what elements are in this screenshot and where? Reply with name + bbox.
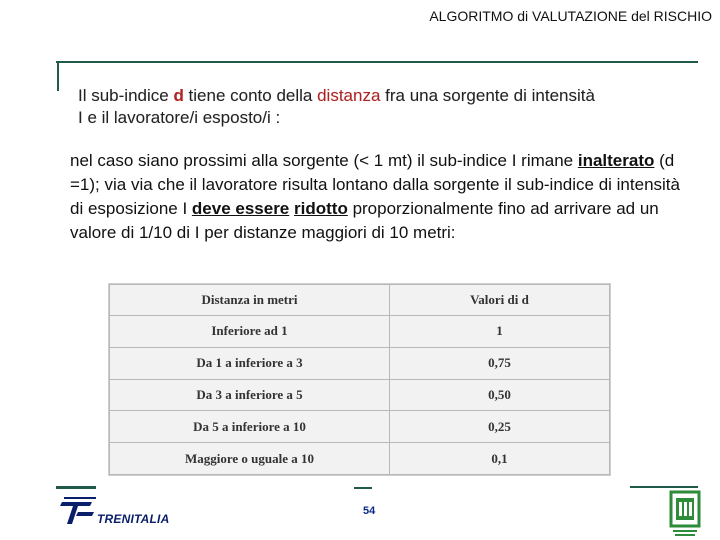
cell-distance: Inferiore ad 1	[110, 316, 390, 348]
table-header-row	[110, 285, 610, 316]
intro-text-3: fra una sorgente di intensità	[380, 86, 595, 105]
cell-value: 0,75	[390, 347, 610, 379]
body-paragraph	[70, 149, 680, 245]
page-number: 54	[363, 505, 376, 517]
distance-table-grid	[109, 284, 610, 475]
body-text-2: (d =1); via via che il lavoratore risulta lontano dalla sorgente il sub-indice di intensità di esposizione I	[70, 151, 680, 218]
distance-table	[108, 283, 611, 476]
body-text-4: proporzionalmente fino ad arrivare ad un valore di 1/10 di I per distanze maggiori di 10 metri:	[70, 199, 659, 242]
university-seal-icon	[667, 490, 703, 538]
body-inalterato: inalterato	[577, 151, 655, 170]
footer-rule-right	[630, 486, 698, 488]
intro-paragraph	[78, 85, 698, 129]
intro-d-term: d	[173, 86, 184, 105]
header-distanza: Distanza in metri	[110, 285, 390, 316]
table-row	[110, 443, 610, 475]
cell-distance: Da 1 a inferiore a 3	[110, 347, 390, 379]
body-deve-essere: deve essere	[191, 199, 290, 218]
body-ridotto: ridotto	[294, 199, 348, 218]
slide-title: ALGORITMO di VALUTAZIONE del RISCHIO	[429, 8, 712, 24]
intro-line-2: I e il lavoratore/i esposto/i :	[78, 108, 281, 127]
table-row	[110, 347, 610, 379]
top-rule	[56, 61, 698, 63]
cell-value: 0,50	[390, 379, 610, 411]
cell-distance: Maggiore o uguale a 10	[110, 443, 390, 475]
cell-value: 0,1	[390, 443, 610, 475]
intro-text-2: tiene conto della	[183, 86, 318, 105]
cell-distance: Da 3 a inferiore a 5	[110, 379, 390, 411]
footer-rule-mid	[354, 487, 372, 489]
trenitalia-logo-text: TRENITALIA	[97, 512, 170, 526]
vertical-rule	[57, 63, 59, 91]
table-row	[110, 411, 610, 443]
cell-value: 1	[390, 316, 610, 348]
table-row	[110, 379, 610, 411]
intro-distanza-term: distanza	[317, 86, 381, 105]
body-text-1: nel caso siano prossimi alla sorgente (< 1 mt) il sub-indice I rimane	[70, 151, 578, 170]
header-valori: Valori di d	[390, 285, 610, 316]
cell-distance: Da 5 a inferiore a 10	[110, 411, 390, 443]
table-row	[110, 316, 610, 348]
cell-value: 0,25	[390, 411, 610, 443]
intro-text-1: Il sub-indice	[78, 86, 174, 105]
footer-rule-left	[56, 486, 96, 489]
